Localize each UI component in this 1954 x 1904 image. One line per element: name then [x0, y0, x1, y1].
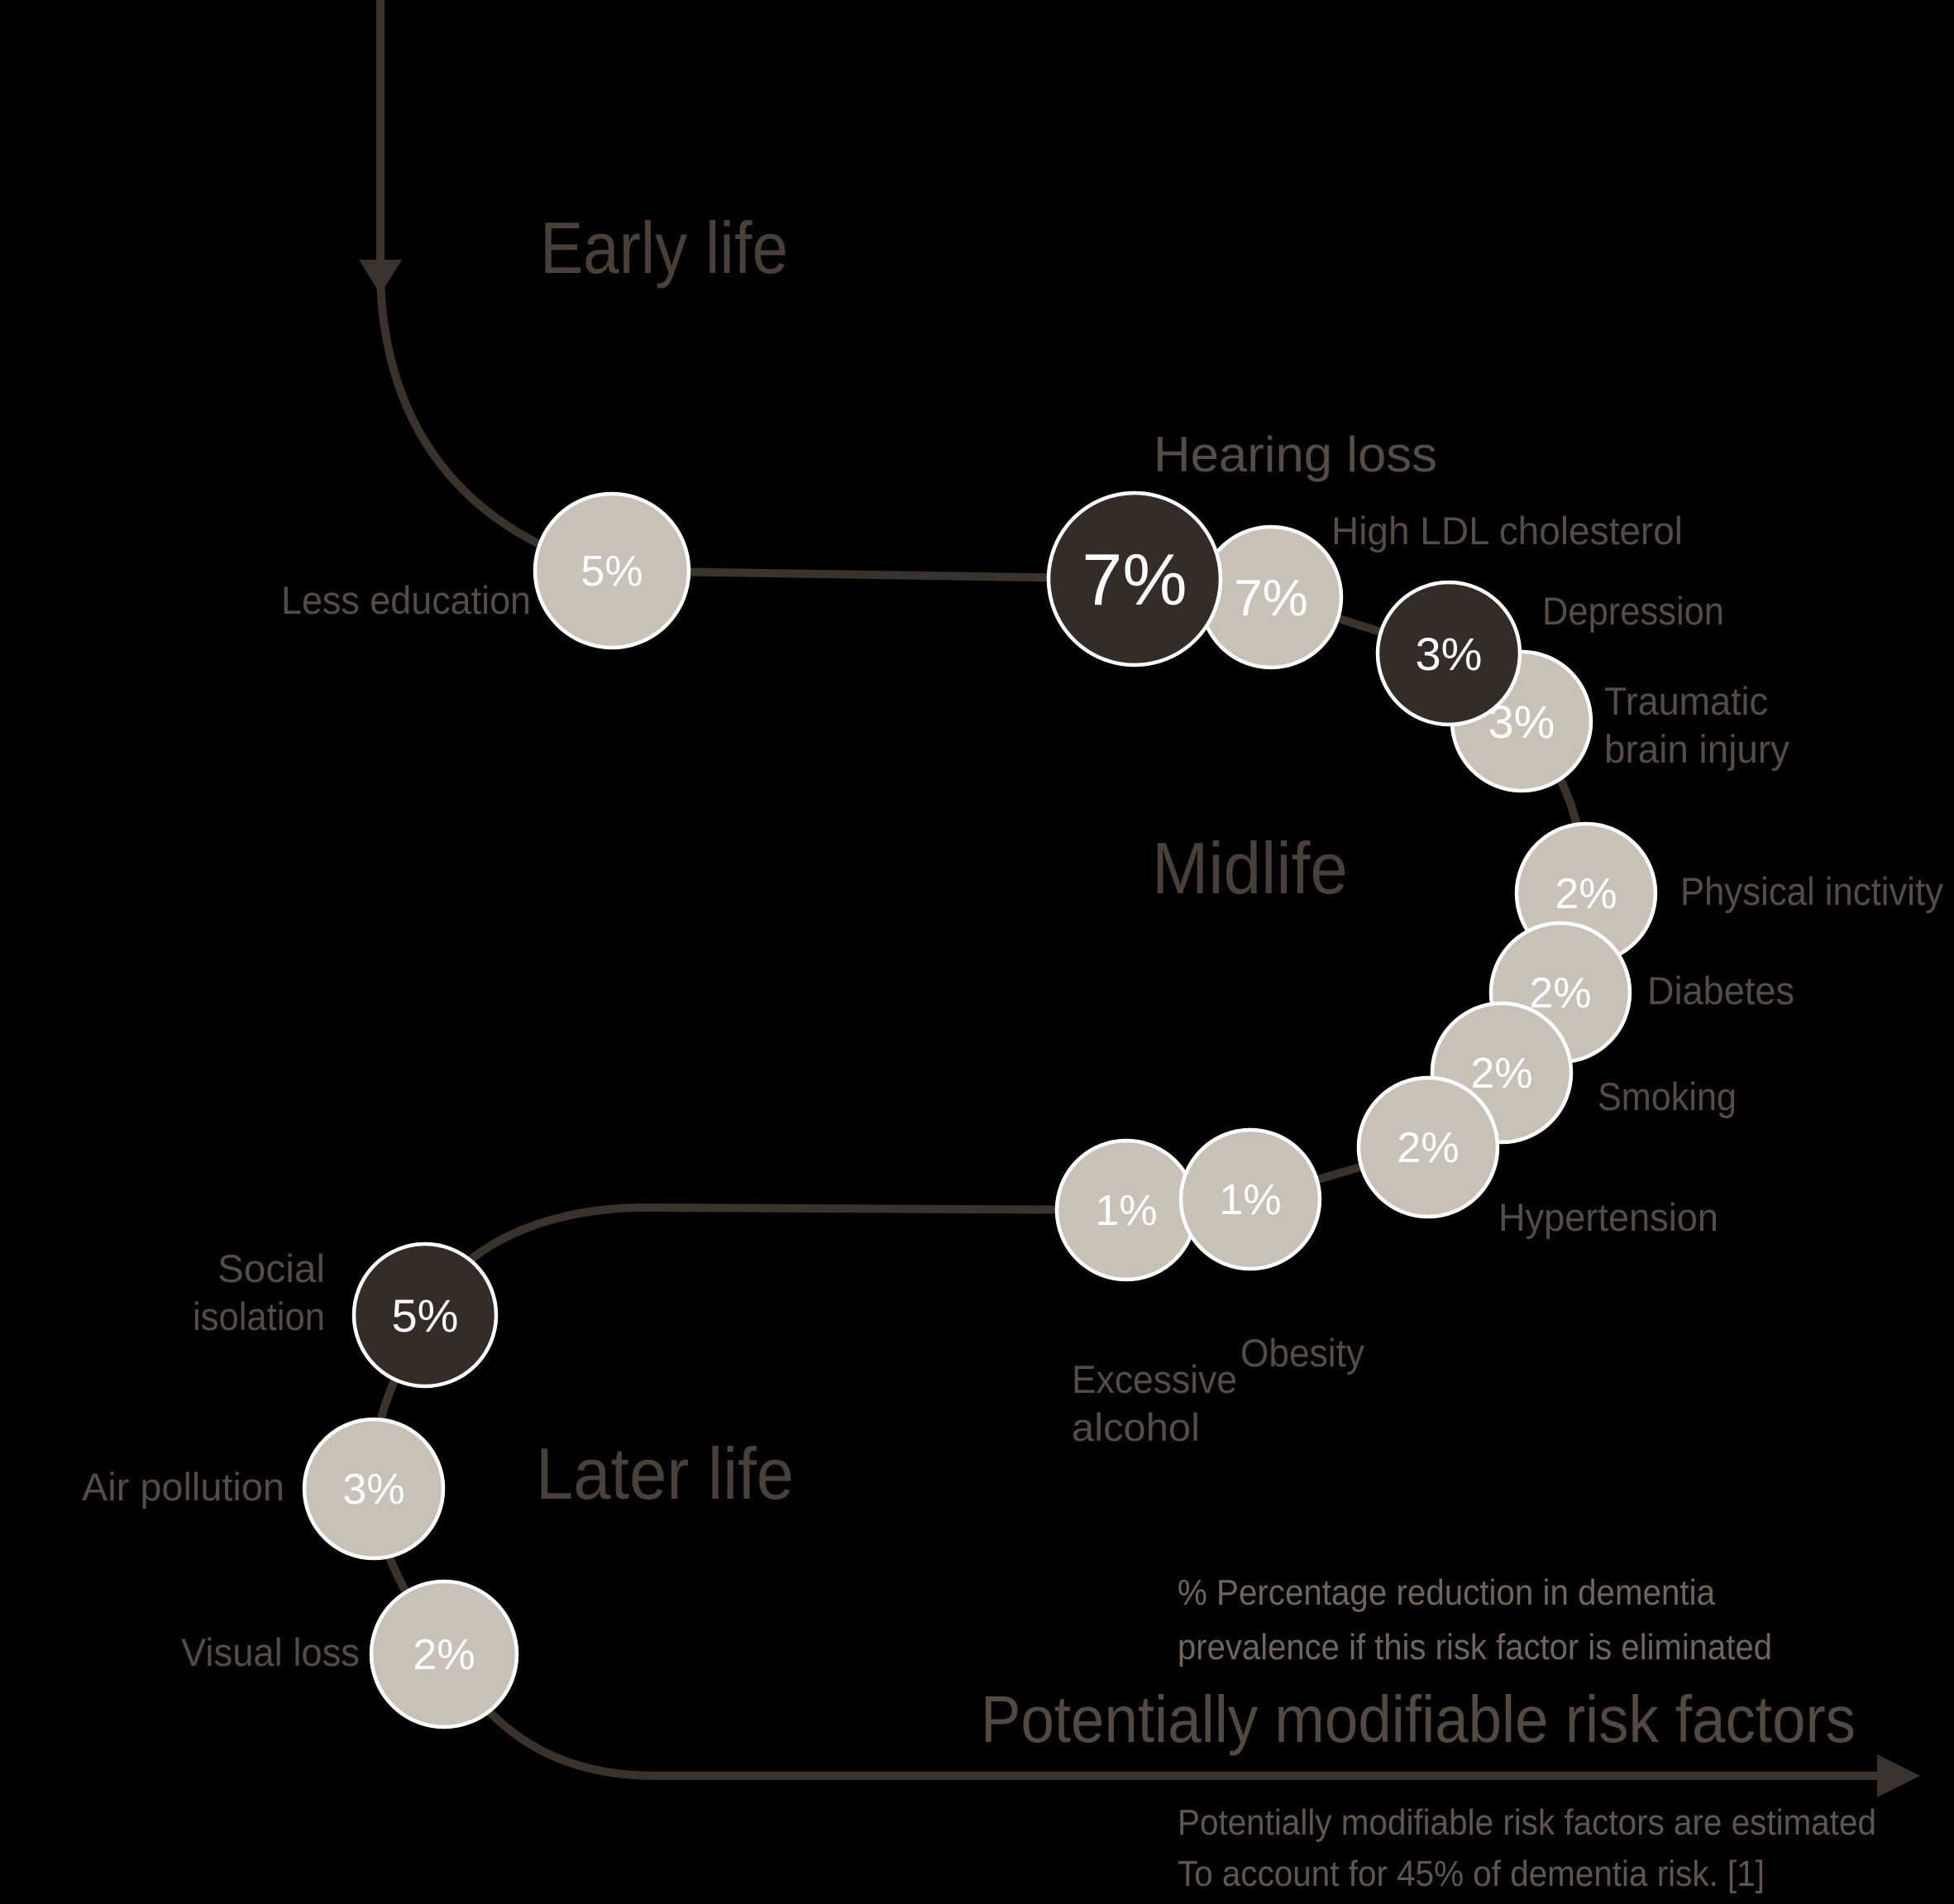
- hypertension-value: 2%: [1397, 1124, 1460, 1172]
- physical-inactivity-value: 2%: [1555, 870, 1617, 918]
- physical-inactivity-label: Physical inctivity: [1680, 869, 1944, 913]
- footer-note-line1: Potentially modifiable risk factors are estimated: [1178, 1802, 1876, 1843]
- visual-loss-value: 2%: [413, 1631, 475, 1679]
- less-education-label: Less education: [281, 578, 531, 622]
- legend-note-line1: % Percentage reduction in dementia: [1178, 1572, 1716, 1613]
- hearing-loss-label: Hearing loss: [1154, 427, 1437, 482]
- social-isolation-value: 5%: [391, 1289, 459, 1342]
- obesity-value: 1%: [1219, 1176, 1282, 1224]
- excessive-alcohol-label-line1: Excessive: [1072, 1357, 1237, 1401]
- diabetes-label: Diabetes: [1647, 969, 1794, 1012]
- down-arrowhead-icon: [359, 260, 402, 294]
- right-arrowhead-icon: [1877, 1754, 1920, 1797]
- diabetes-value: 2%: [1529, 969, 1592, 1017]
- diagram-title: Potentially modifiable risk factors: [981, 1682, 1856, 1756]
- less-education-value: 5%: [580, 548, 643, 596]
- high-ldl-value: 7%: [1234, 570, 1308, 627]
- depression-value: 3%: [1415, 628, 1483, 680]
- tbi-label-line1: Traumatic: [1604, 679, 1768, 723]
- stage-midlife: Midlife: [1152, 827, 1348, 909]
- legend-note-line2: prevalence if this risk factor is eliminated: [1178, 1627, 1772, 1667]
- air-pollution-value: 3%: [342, 1466, 405, 1514]
- stage-early-life: Early life: [540, 207, 788, 289]
- tbi-label-line2: brain injury: [1604, 727, 1790, 771]
- excessive-alcohol-label-line2: alcohol: [1072, 1405, 1200, 1449]
- excessive-alcohol-value: 1%: [1095, 1187, 1158, 1235]
- high-ldl-label: High LDL cholesterol: [1331, 509, 1683, 553]
- tbi-value: 3%: [1488, 696, 1555, 748]
- visual-loss-label: Visual loss: [181, 1630, 360, 1674]
- stage-later-life: Later life: [536, 1433, 794, 1514]
- hypertension-label: Hypertension: [1498, 1195, 1718, 1239]
- smoking-value: 2%: [1470, 1050, 1533, 1098]
- depression-label: Depression: [1542, 589, 1724, 633]
- hearing-loss-value: 7%: [1082, 538, 1187, 620]
- smoking-label: Smoking: [1598, 1074, 1737, 1118]
- social-isolation-label-line2: isolation: [193, 1294, 325, 1338]
- obesity-label: Obesity: [1240, 1331, 1365, 1375]
- social-isolation-label-line1: Social: [217, 1246, 325, 1290]
- footer-note-line2: To account for 45% of dementia risk. [1]: [1178, 1854, 1765, 1894]
- air-pollution-label: Air pollution: [82, 1465, 284, 1509]
